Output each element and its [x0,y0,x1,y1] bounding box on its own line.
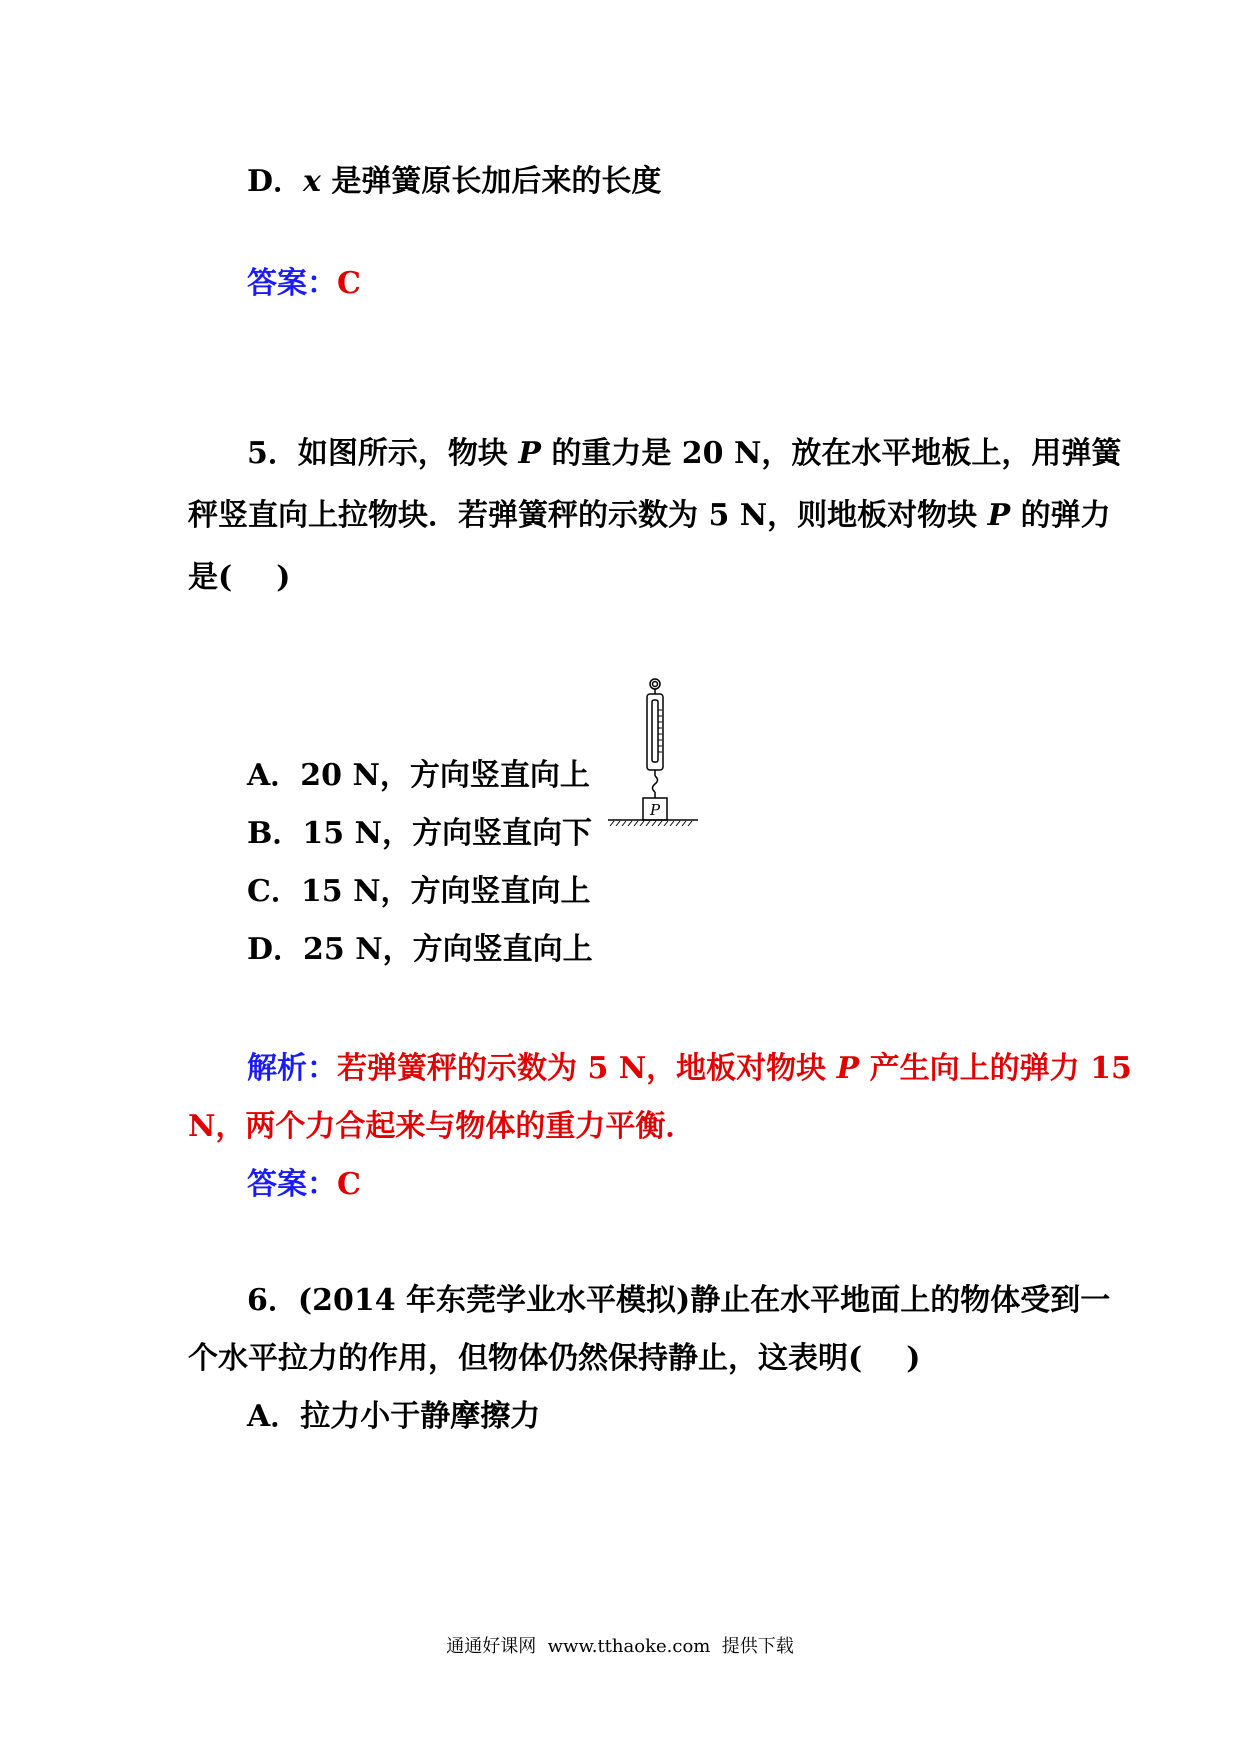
q5-analysis-line2 [188,1107,695,1147]
answer-value: C [337,1167,361,1202]
option-text: 是弹簧原长加后来的长度 [331,164,662,199]
answer-label: 答案： [247,1167,337,1202]
option-text: 20 N，方向竖直向上 [300,758,590,793]
floor [608,820,698,826]
q5-text: ) [276,560,291,595]
spring-scale-icon [647,679,663,798]
option-letter: B． [247,816,303,851]
option-letter: C． [247,874,301,909]
analysis-label: 解析： [247,1051,337,1086]
variable-p: P [518,436,541,471]
page-footer: 通通好课网 www.tthaoke.com 提供下载 [446,1636,794,1657]
block-label: P [649,801,661,819]
option-letter: D． [247,164,304,199]
option-text: 15 N，方向竖直向下 [302,816,592,851]
option-d-prev [247,162,661,202]
q5-text: 的弹力 [1020,498,1111,533]
option-text: 25 N，方向竖直向上 [303,932,593,967]
q5-text: 5．如图所示，物块 [247,436,508,471]
q5-stem-line3 [188,558,290,598]
variable-p: P [836,1051,860,1086]
q5-text: 的重力是 20 N，放在水平地板上，用弹簧 [551,436,1122,471]
variable-x: x [303,164,321,199]
q6-text: 6．(2014 年东莞学业水平模拟)静止在水平地面上的物体受到一 [247,1283,1111,1318]
option-letter: A． [247,1399,301,1434]
q5-stem-line1 [247,434,1121,474]
analysis-text: 若弹簧秤的示数为 5 N，地板对物块 [337,1051,827,1086]
option-text: 拉力小于静摩擦力 [300,1399,541,1434]
q6-option-a [247,1397,540,1437]
spring-scale-figure [608,678,708,828]
q6-stem-line2 [188,1339,920,1379]
block-p [643,798,667,820]
analysis-text: N，两个力合起来与物体的重力平衡． [188,1109,696,1144]
variable-p: P [987,498,1011,533]
q5-answer [247,1165,361,1205]
answer-value: C [337,266,361,301]
option-letter: D． [247,932,304,967]
q5-text: 秤竖直向上拉物块．若弹簧秤的示数为 5 N，则地板对物块 [188,498,978,533]
q5-option-c [247,872,591,912]
answer-prev [247,264,361,304]
option-letter: A． [247,758,301,793]
option-text: 15 N，方向竖直向上 [300,874,591,909]
q5-analysis-line1 [247,1049,1132,1089]
q6-text: 个水平拉力的作用，但物体仍然保持静止，这表明( [188,1341,863,1376]
q5-option-d [247,930,593,970]
analysis-text: 产生向上的弹力 15 [869,1051,1132,1086]
q5-text: 是( [188,560,233,595]
q6-text: ) [906,1341,921,1376]
q5-option-b [247,814,592,854]
q6-stem-line1 [247,1281,1110,1321]
answer-label: 答案： [247,266,337,301]
q5-stem-line2 [188,496,1111,536]
q5-option-a [247,756,590,796]
